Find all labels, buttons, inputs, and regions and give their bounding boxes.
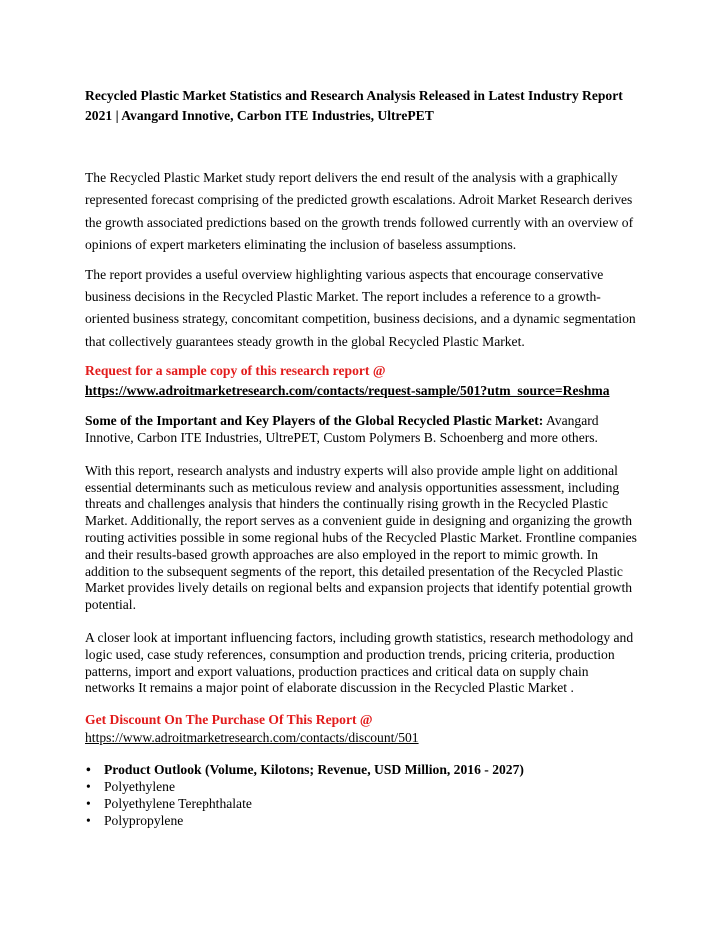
discount-block xyxy=(85,711,637,747)
sample-request-label: Request for a sample copy of this research report @ xyxy=(85,363,386,379)
spacer xyxy=(85,126,637,167)
bullet-icon: • xyxy=(86,795,91,811)
analysis-paragraph: With this report, research analysts and industry experts will also provide ample light on additional essential determinants such as meticulous review and analysis opportunities assessment, including threats and challenges analysis that hinders the continually rising growth in the Recycled Plastic Market. Additionally, the report serves as a convenient guide in designing and organizing the growth routing activities possible in some regional hubs of the Recycled Plastic Market. Frontline companies and their results-based growth approaches are also employed in the report to mimic growth. In addition to the subsequent segments of the report, this detailed presentation of the Recycled Plastic Market provides lively details on regional belts and expansion projects that identify potential growth potential. xyxy=(85,462,637,613)
sample-request-link[interactable]: https://www.adroitmarketresearch.com/contacts/request-sample/501?utm_source=Reshma xyxy=(85,383,610,399)
bullet-icon: • xyxy=(86,762,91,778)
intro-paragraph: The Recycled Plastic Market study report delivers the end result of the analysis with a graphically represented forecast comprising of the predicted growth escalations. Adroit Market Research derives the growth associated predictions based on the growth trends followed currently with an overview of opinions of expert marketers eliminating the inclusion of baseless assumptions. xyxy=(85,170,634,253)
sample-request-block xyxy=(85,361,637,401)
list-item: • Polypropylene xyxy=(86,812,184,828)
factors-paragraph: A closer look at important influencing factors, including growth statistics, research methodology and logic used, case study references, consumption and production trends, pricing criteria, production patterns, import and export valuations, production practices and critical data on supply chain networks It remains a major point of elaborate discussion in the Recycled Plastic Market . xyxy=(85,630,634,696)
document-page xyxy=(85,86,637,829)
key-players-paragraph xyxy=(85,413,637,447)
list-item: • Polyethylene Terephthalate xyxy=(86,795,252,811)
product-outlook-list xyxy=(85,762,637,829)
key-players-label: Some of the Important and Key Players of the Global Recycled Plastic Market: xyxy=(85,413,544,429)
discount-label: Get Discount On The Purchase Of This Report @ xyxy=(85,712,373,728)
overview-paragraph: The report provides a useful overview highlighting various aspects that encourage conservative business decisions in the Recycled Plastic Market. The report includes a reference to a growth-oriented business strategy, concomitant competition, business decisions, and a dynamic segmentation that collectively guarantees steady growth in the global Recycled Plastic Market. xyxy=(85,266,636,349)
document-title: Recycled Plastic Market Statistics and Research Analysis Released in Latest Industry Report 2021 | Avangard Innotive, Carbon ITE Industries, UltrePET xyxy=(85,88,623,123)
list-item xyxy=(85,762,637,779)
bullet-icon: • xyxy=(86,812,91,828)
discount-link[interactable]: https://www.adroitmarketresearch.com/contacts/discount/501 xyxy=(85,730,419,746)
key-players-text: Avangard Innotive, Carbon ITE Industries, UltrePET, Custom Polymers B. Schoenberg and more others. xyxy=(85,413,599,446)
product-outlook-heading: Product Outlook (Volume, Kilotons; Revenue, USD Million, 2016 - 2027) xyxy=(104,762,524,778)
list-item: • Polyethylene xyxy=(86,779,175,794)
bullet-icon: • xyxy=(86,779,91,794)
